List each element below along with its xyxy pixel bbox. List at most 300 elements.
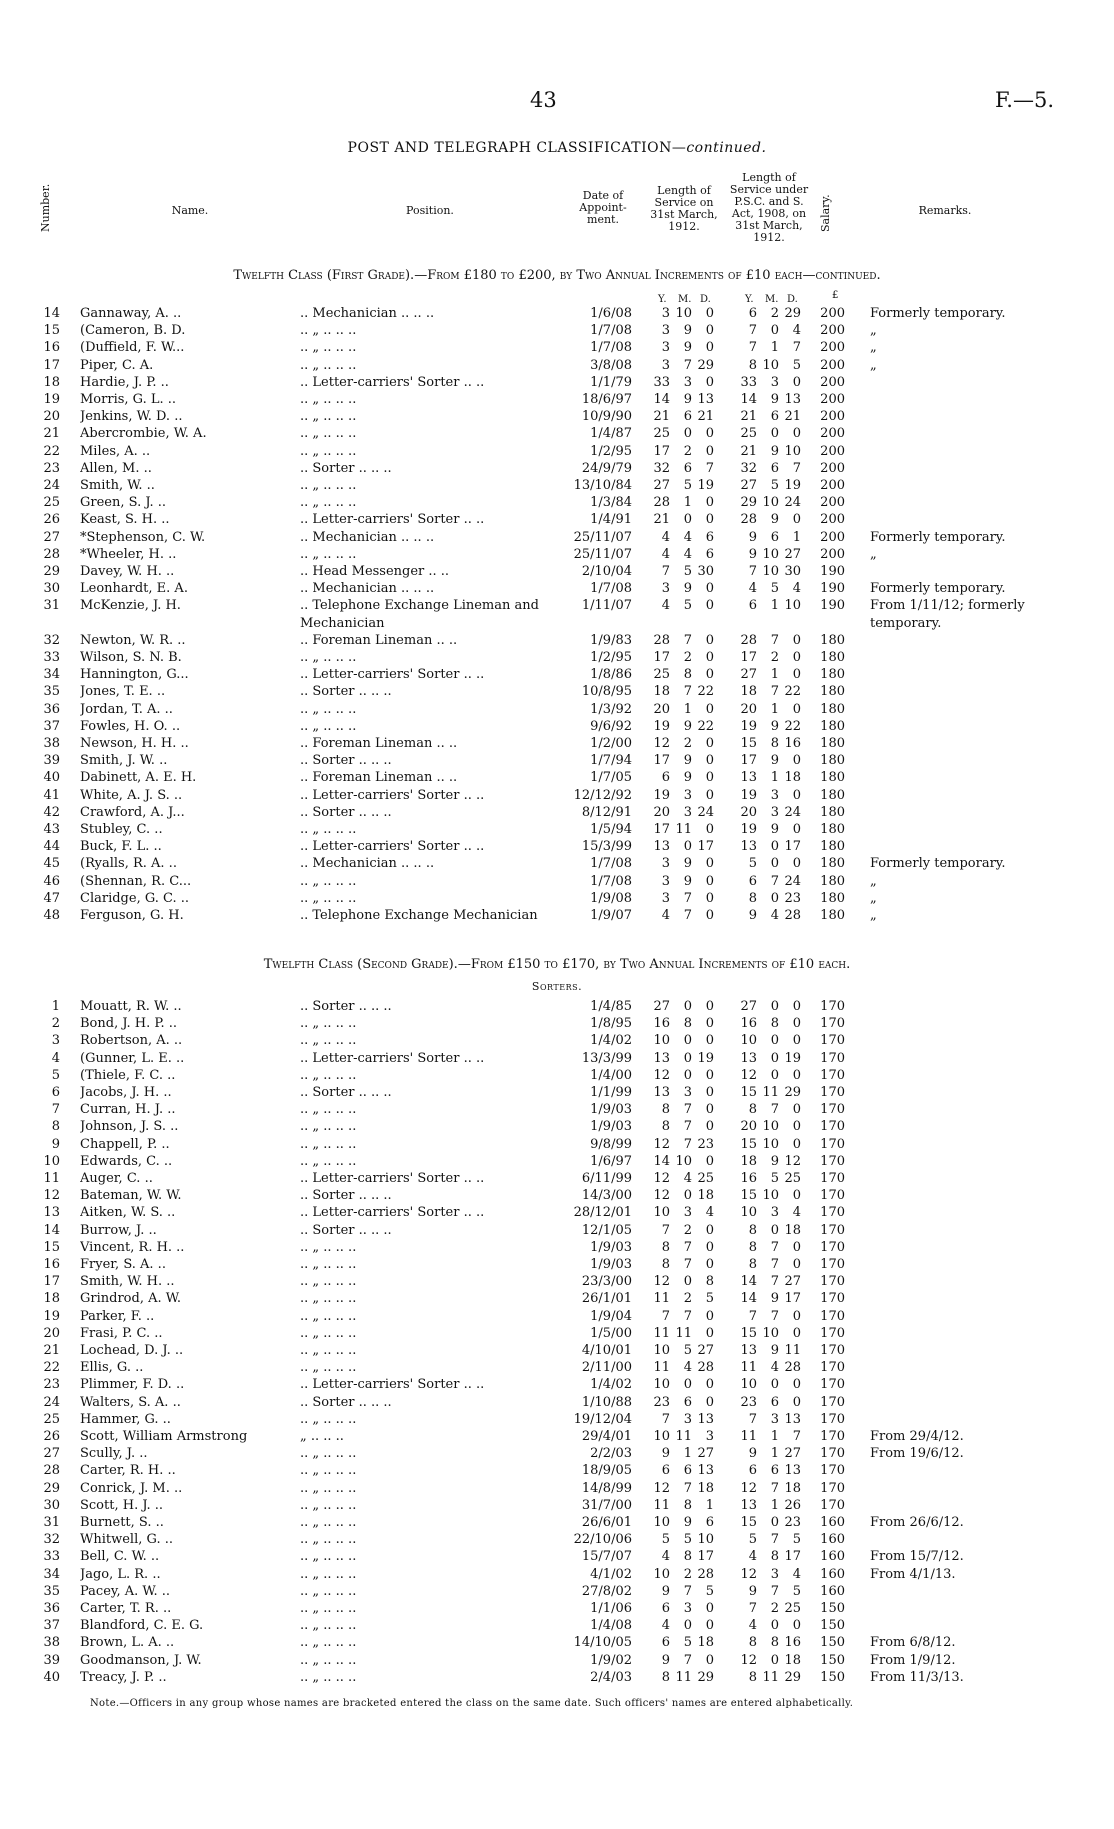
row-name: Edwards, C. ..	[80, 1153, 173, 1169]
psc-days: 4	[792, 581, 801, 597]
svc-years: 3	[661, 340, 670, 356]
section-first-grade: Twelfth Class (First Grade).—From £180 to £200, by Two Annual Increments of £10 each—continued.	[233, 268, 881, 283]
row-date: 1/2/95	[590, 443, 632, 459]
svc-days: 5	[705, 1583, 714, 1599]
psc-years: 21	[740, 409, 757, 425]
psc-years: 20	[740, 701, 757, 717]
psc-days: 26	[784, 1497, 801, 1513]
row-salary: 180	[820, 753, 845, 769]
psc-years: 17	[740, 753, 757, 769]
row-number: 36	[43, 1601, 60, 1616]
row-number: 21	[43, 426, 60, 442]
row-date: 12/1/05	[581, 1222, 632, 1238]
table-row	[0, 632, 1114, 649]
psc-months: 9	[770, 822, 779, 837]
svc-days: 0	[705, 822, 714, 837]
psc-years: 19	[740, 822, 757, 837]
svc-months: 7	[683, 1652, 692, 1668]
psc-months: 0	[770, 1618, 779, 1634]
row-number: 22	[43, 1360, 60, 1376]
row-number: 18	[43, 1291, 60, 1307]
row-salary: 170	[820, 1463, 845, 1479]
row-name: (Duffield, F. W...	[80, 340, 185, 356]
psc-months: 10	[762, 546, 779, 562]
row-salary: 170	[820, 1136, 845, 1152]
row-name: Carter, T. R. ..	[80, 1601, 172, 1616]
svc-years: 12	[653, 1274, 670, 1290]
row-salary: 170	[820, 1050, 845, 1066]
row-date: 1/9/04	[590, 1308, 632, 1324]
svc-years: 8	[661, 1102, 670, 1118]
svc-months: 8	[683, 1016, 692, 1032]
row-position: .. „ .. .. ..	[300, 1257, 357, 1272]
table-row	[0, 494, 1114, 511]
row-number: 46	[43, 873, 60, 889]
svc-days: 29	[697, 357, 714, 373]
row-position: .. Letter-carriers' Sorter .. ..	[300, 1205, 485, 1221]
svc-months: 8	[683, 667, 692, 683]
row-name: Ferguson, G. H.	[80, 908, 184, 923]
psc-days: 27	[784, 546, 801, 562]
svc-months: 7	[683, 1257, 692, 1272]
row-number: 39	[43, 753, 60, 769]
row-name: (Shennan, R. C...	[80, 873, 192, 889]
row-salary: 170	[820, 1343, 845, 1358]
svc-years: 8	[661, 1119, 670, 1135]
row-position: .. Sorter .. .. ..	[300, 460, 392, 476]
row-position: .. „ .. .. ..	[300, 1308, 357, 1324]
row-position: .. „ .. .. ..	[300, 890, 357, 906]
row-name: Bond, J. H. P. ..	[80, 1016, 178, 1032]
svc-months: 7	[683, 1583, 692, 1599]
svc-days: 0	[705, 1325, 714, 1341]
row-position: .. „ .. .. ..	[300, 873, 357, 889]
row-date: 10/9/90	[581, 409, 632, 425]
svc-days: 0	[705, 1239, 714, 1255]
table-row	[0, 460, 1114, 477]
row-name: Brown, L. A. ..	[80, 1635, 175, 1651]
table-row	[0, 1308, 1114, 1325]
row-number: 32	[43, 1532, 60, 1548]
row-number: 15	[43, 323, 60, 339]
row-salary: 170	[820, 1171, 845, 1186]
psc-days: 7	[792, 1429, 801, 1444]
section-second-grade: Twelfth Class (Second Grade).—From £150 to £170, by Two Annual Increments of £10 each.	[263, 957, 851, 972]
psc-months: 10	[762, 1119, 779, 1135]
psc-days: 21	[784, 409, 801, 425]
row-name: Walters, S. A. ..	[80, 1394, 181, 1410]
psc-years: 5	[748, 856, 757, 872]
table-row	[0, 1634, 1114, 1651]
row-date: 1/8/95	[590, 1016, 632, 1032]
row-position: .. „ .. .. ..	[300, 1463, 357, 1479]
table-row	[0, 357, 1114, 374]
row-name: Keast, S. H. ..	[80, 512, 170, 528]
row-date: 28/12/01	[573, 1205, 632, 1221]
svc-months: 9	[683, 392, 692, 407]
row-salary: 200	[820, 460, 845, 476]
psc-years: 6	[748, 1463, 757, 1479]
psc-days: 17	[784, 1291, 801, 1307]
svc-months: 0	[683, 1377, 692, 1393]
svc-days: 0	[705, 753, 714, 769]
svc-months: 9	[683, 770, 692, 786]
psc-days: 17	[784, 839, 801, 855]
row-name: (Cameron, B. D.	[80, 323, 186, 339]
row-number: 32	[43, 632, 60, 648]
psc-years: 17	[740, 650, 757, 665]
svc-years: 9	[661, 1583, 670, 1599]
psc-years: 20	[740, 804, 757, 820]
row-position: .. „ .. .. ..	[300, 1067, 357, 1083]
psc-years: 8	[748, 1257, 757, 1272]
section-sorters-heading: Sorters.	[531, 980, 583, 993]
row-salary: 180	[820, 736, 845, 751]
psc-days: 19	[784, 1050, 801, 1066]
svc-years: 8	[661, 1669, 670, 1685]
row-number: 44	[43, 839, 60, 855]
row-position: .. Foreman Lineman .. ..	[300, 770, 458, 786]
psc-years: 12	[740, 1652, 757, 1668]
svc-months: 8	[683, 1549, 692, 1565]
psc-months: 2	[770, 650, 779, 665]
table-row	[0, 1548, 1114, 1565]
svc-years: 12	[653, 1171, 670, 1186]
psc-days: 23	[784, 1515, 801, 1530]
row-salary: 200	[820, 374, 845, 390]
row-number: 14	[43, 1222, 60, 1238]
svc-days: 0	[705, 999, 714, 1014]
svc-days: 25	[697, 1171, 714, 1186]
row-position: .. Mechanician .. .. ..	[300, 306, 435, 321]
row-name: Whitwell, G. ..	[80, 1532, 173, 1548]
row-name: *Wheeler, H. ..	[80, 546, 177, 562]
table-row	[0, 1583, 1114, 1600]
svc-years: 3	[661, 873, 670, 889]
page-title: POST AND TELEGRAPH CLASSIFICATION—continued.	[347, 140, 767, 156]
svc-months: 7	[683, 357, 692, 373]
psc-years: 13	[740, 770, 757, 786]
svc-years: 12	[653, 1067, 670, 1083]
table-row	[0, 907, 1114, 924]
svc-days: 0	[705, 581, 714, 597]
row-number: 24	[43, 1394, 60, 1410]
psc-days: 10	[784, 443, 801, 459]
row-salary: 150	[820, 1618, 845, 1634]
svc-months: 3	[683, 1085, 692, 1100]
svc-years: 5	[661, 1532, 670, 1548]
row-position: .. „ .. .. ..	[300, 1652, 357, 1668]
psc-months: 7	[770, 1583, 779, 1599]
svc-years: 10	[653, 1377, 670, 1393]
row-name: Morris, G. L. ..	[80, 392, 177, 407]
svc-years: 4	[661, 908, 670, 923]
row-position: .. „ .. .. ..	[300, 701, 357, 717]
row-date: 1/7/08	[590, 340, 632, 356]
table-row	[0, 1480, 1114, 1497]
row-number: 12	[43, 1188, 60, 1204]
psc-days: 0	[792, 1188, 801, 1204]
row-position: .. Letter-carriers' Sorter .. ..	[300, 1171, 485, 1186]
row-name: Hannington, G...	[80, 667, 189, 683]
svc-days: 13	[697, 1411, 714, 1427]
row-position: .. „ .. .. ..	[300, 1446, 357, 1462]
svc-months: 0	[683, 839, 692, 855]
svc-months: 3	[683, 1411, 692, 1427]
svc-months: 0	[683, 1050, 692, 1066]
row-salary: 190	[820, 598, 845, 614]
row-date: 26/6/01	[581, 1515, 632, 1530]
psc-days: 0	[792, 1136, 801, 1152]
svc-years: 4	[661, 1618, 670, 1634]
svc-days: 0	[705, 667, 714, 683]
row-date: 13/10/84	[573, 478, 632, 493]
svc-years: 14	[653, 1153, 670, 1169]
svc-months: 9	[683, 856, 692, 872]
svc-days: 19	[697, 1050, 714, 1066]
row-position: .. „ .. .. ..	[300, 1635, 357, 1651]
psc-years: 14	[740, 1291, 757, 1307]
row-date: 1/5/00	[590, 1325, 632, 1341]
svc-days: 18	[697, 1635, 714, 1651]
row-position: .. Mechanician .. .. ..	[300, 856, 435, 872]
psc-months: 5	[770, 581, 779, 597]
psc-days: 25	[784, 1171, 801, 1186]
psc-years: 8	[748, 1222, 757, 1238]
row-salary: 180	[820, 650, 845, 665]
psc-years: 6	[748, 598, 757, 614]
psc-days: 27	[784, 1446, 801, 1462]
svc-months: 7	[683, 1119, 692, 1135]
psc-days: 29	[784, 1085, 801, 1100]
row-salary: 200	[820, 443, 845, 459]
row-name: Jenkins, W. D. ..	[80, 409, 183, 425]
svc-years: 7	[661, 1411, 670, 1427]
header-position: Position.	[406, 204, 454, 217]
row-position: .. Letter-carriers' Sorter .. ..	[300, 512, 485, 528]
svc-days: 0	[705, 1601, 714, 1616]
svc-days: 0	[705, 374, 714, 390]
row-name: Allen, M. ..	[80, 460, 152, 476]
psc-days: 28	[784, 908, 801, 923]
row-number: 21	[43, 1343, 60, 1358]
svc-months: 9	[683, 753, 692, 769]
svc-years: 9	[661, 1446, 670, 1462]
svc-days: 0	[705, 701, 714, 717]
row-date: 6/11/99	[581, 1171, 632, 1186]
row-salary: 160	[820, 1532, 845, 1548]
psc-years: 6	[748, 873, 757, 889]
psc-months: 7	[770, 632, 779, 648]
row-name: Leonhardt, E. A.	[80, 581, 188, 597]
row-salary: 200	[820, 392, 845, 407]
row-number: 25	[43, 495, 60, 511]
svc-days: 5	[705, 1291, 714, 1307]
psc-years: 33	[740, 374, 757, 390]
table-row	[0, 1101, 1114, 1118]
svc-days: 0	[705, 1016, 714, 1032]
svc-years: 33	[653, 374, 670, 390]
psc-months: 7	[770, 1532, 779, 1548]
psc-years: 15	[740, 736, 757, 751]
table-row	[0, 649, 1114, 666]
psc-days: 7	[792, 340, 801, 356]
unit-y2: Y.	[745, 294, 754, 305]
row-name: Buck, F. L. ..	[80, 839, 162, 855]
psc-months: 7	[770, 1102, 779, 1118]
row-number: 16	[43, 1257, 60, 1272]
row-number: 43	[43, 822, 60, 837]
table-row	[0, 1290, 1114, 1307]
row-position: .. „ .. .. ..	[300, 495, 357, 511]
table-row	[0, 580, 1114, 597]
row-salary: 170	[820, 1411, 845, 1427]
psc-months: 3	[770, 1566, 779, 1582]
header-service: Length of Service on 31st March, 1912.	[650, 184, 718, 233]
psc-months: 0	[770, 839, 779, 855]
row-position: .. „ .. .. ..	[300, 426, 357, 442]
row-date: 1/9/03	[590, 1257, 632, 1272]
row-name: Smith, W. H. ..	[80, 1274, 175, 1290]
row-salary: 170	[820, 1446, 845, 1462]
psc-months: 3	[770, 374, 779, 390]
svc-months: 2	[683, 443, 692, 459]
psc-days: 5	[792, 1532, 801, 1548]
table-row	[0, 1617, 1114, 1634]
psc-months: 7	[770, 1308, 779, 1324]
psc-days: 28	[784, 1360, 801, 1376]
table-row	[0, 1256, 1114, 1273]
psc-months: 9	[770, 1291, 779, 1307]
row-date: 1/4/91	[590, 512, 632, 528]
table-row	[0, 322, 1114, 339]
svc-days: 0	[705, 426, 714, 442]
row-date: 4/1/02	[590, 1566, 632, 1582]
row-name: Green, S. J. ..	[80, 495, 167, 511]
row-number: 29	[43, 1480, 60, 1496]
svc-days: 0	[705, 1394, 714, 1410]
row-date: 2/2/03	[590, 1446, 632, 1462]
table-row	[0, 1531, 1114, 1548]
svc-days: 0	[705, 736, 714, 751]
table-row	[0, 1462, 1114, 1479]
psc-months: 9	[770, 718, 779, 734]
table-row	[0, 701, 1114, 718]
psc-years: 28	[740, 512, 757, 528]
psc-months: 0	[770, 426, 779, 442]
svc-days: 0	[705, 890, 714, 906]
psc-months: 6	[770, 1394, 779, 1410]
svc-months: 0	[683, 1067, 692, 1083]
psc-months: 1	[770, 1429, 779, 1444]
svc-days: 27	[697, 1343, 714, 1358]
row-position: .. Letter-carriers' Sorter .. ..	[300, 1377, 485, 1393]
svc-days: 23	[697, 1136, 714, 1152]
row-date: 9/8/99	[590, 1136, 632, 1152]
psc-days: 12	[784, 1153, 801, 1169]
row-remarks: From 1/11/12; formerly	[870, 598, 1025, 614]
svc-days: 28	[697, 1566, 714, 1582]
row-number: 17	[43, 357, 60, 373]
row-date: 1/5/94	[590, 822, 632, 837]
row-position: .. „ .. .. ..	[300, 1480, 357, 1496]
row-position: .. Letter-carriers' Sorter .. ..	[300, 374, 485, 390]
psc-months: 0	[770, 1050, 779, 1066]
row-name: Aitken, W. S. ..	[80, 1205, 176, 1221]
row-salary: 150	[820, 1652, 845, 1668]
row-date: 1/8/86	[590, 667, 632, 683]
table-row	[0, 1204, 1114, 1221]
psc-days: 5	[792, 357, 801, 373]
row-number: 14	[43, 306, 60, 321]
psc-days: 0	[792, 426, 801, 442]
svc-days: 0	[705, 1153, 714, 1169]
header-remarks: Remarks.	[918, 204, 972, 217]
psc-months: 5	[770, 1171, 779, 1186]
row-salary: 170	[820, 1291, 845, 1307]
row-number: 16	[43, 340, 60, 356]
row-position: .. „ .. .. ..	[300, 1360, 357, 1376]
svc-months: 6	[683, 1463, 692, 1479]
row-name: Goodmanson, J. W.	[80, 1652, 202, 1668]
psc-days: 0	[792, 1325, 801, 1341]
row-remarks: From 11/3/13.	[870, 1669, 964, 1685]
table-row	[0, 855, 1114, 872]
psc-days: 0	[792, 1618, 801, 1634]
psc-years: 15	[740, 1515, 757, 1530]
row-remarks: „	[870, 340, 877, 356]
row-date: 31/7/00	[581, 1497, 632, 1513]
row-position: .. „ .. .. ..	[300, 1549, 357, 1565]
svc-days: 13	[697, 1463, 714, 1479]
table-row	[0, 1273, 1114, 1290]
row-number: 39	[43, 1652, 60, 1668]
svc-days: 0	[705, 512, 714, 528]
row-name: Claridge, G. C. ..	[80, 890, 190, 906]
svc-years: 10	[653, 1429, 670, 1444]
svc-years: 4	[661, 546, 670, 562]
svc-months: 9	[683, 340, 692, 356]
svc-months: 2	[683, 1222, 692, 1238]
row-name: Fryer, S. A. ..	[80, 1257, 166, 1272]
row-name: Abercrombie, W. A.	[80, 426, 207, 442]
psc-months: 0	[770, 1067, 779, 1083]
svc-months: 1	[683, 495, 692, 511]
table-row	[0, 787, 1114, 804]
row-number: 27	[43, 1446, 60, 1462]
row-salary: 200	[820, 512, 845, 528]
svc-months: 3	[683, 1205, 692, 1221]
svc-days: 0	[705, 1377, 714, 1393]
psc-months: 6	[770, 409, 779, 425]
row-number: 13	[43, 1205, 60, 1221]
row-name: Jago, L. R. ..	[80, 1566, 161, 1582]
row-date: 1/11/07	[581, 598, 632, 614]
psc-months: 9	[770, 392, 779, 407]
svc-days: 4	[705, 1205, 714, 1221]
psc-years: 13	[740, 1497, 757, 1513]
table-row	[0, 615, 1114, 632]
svc-months: 2	[683, 736, 692, 751]
psc-months: 9	[770, 1153, 779, 1169]
row-salary: 170	[820, 1308, 845, 1324]
row-number: 41	[43, 787, 60, 803]
svc-days: 3	[705, 1429, 714, 1444]
row-position: Mechanician	[300, 615, 385, 631]
svc-days: 0	[705, 856, 714, 872]
row-salary: 170	[820, 1497, 845, 1513]
psc-years: 9	[748, 1446, 757, 1462]
